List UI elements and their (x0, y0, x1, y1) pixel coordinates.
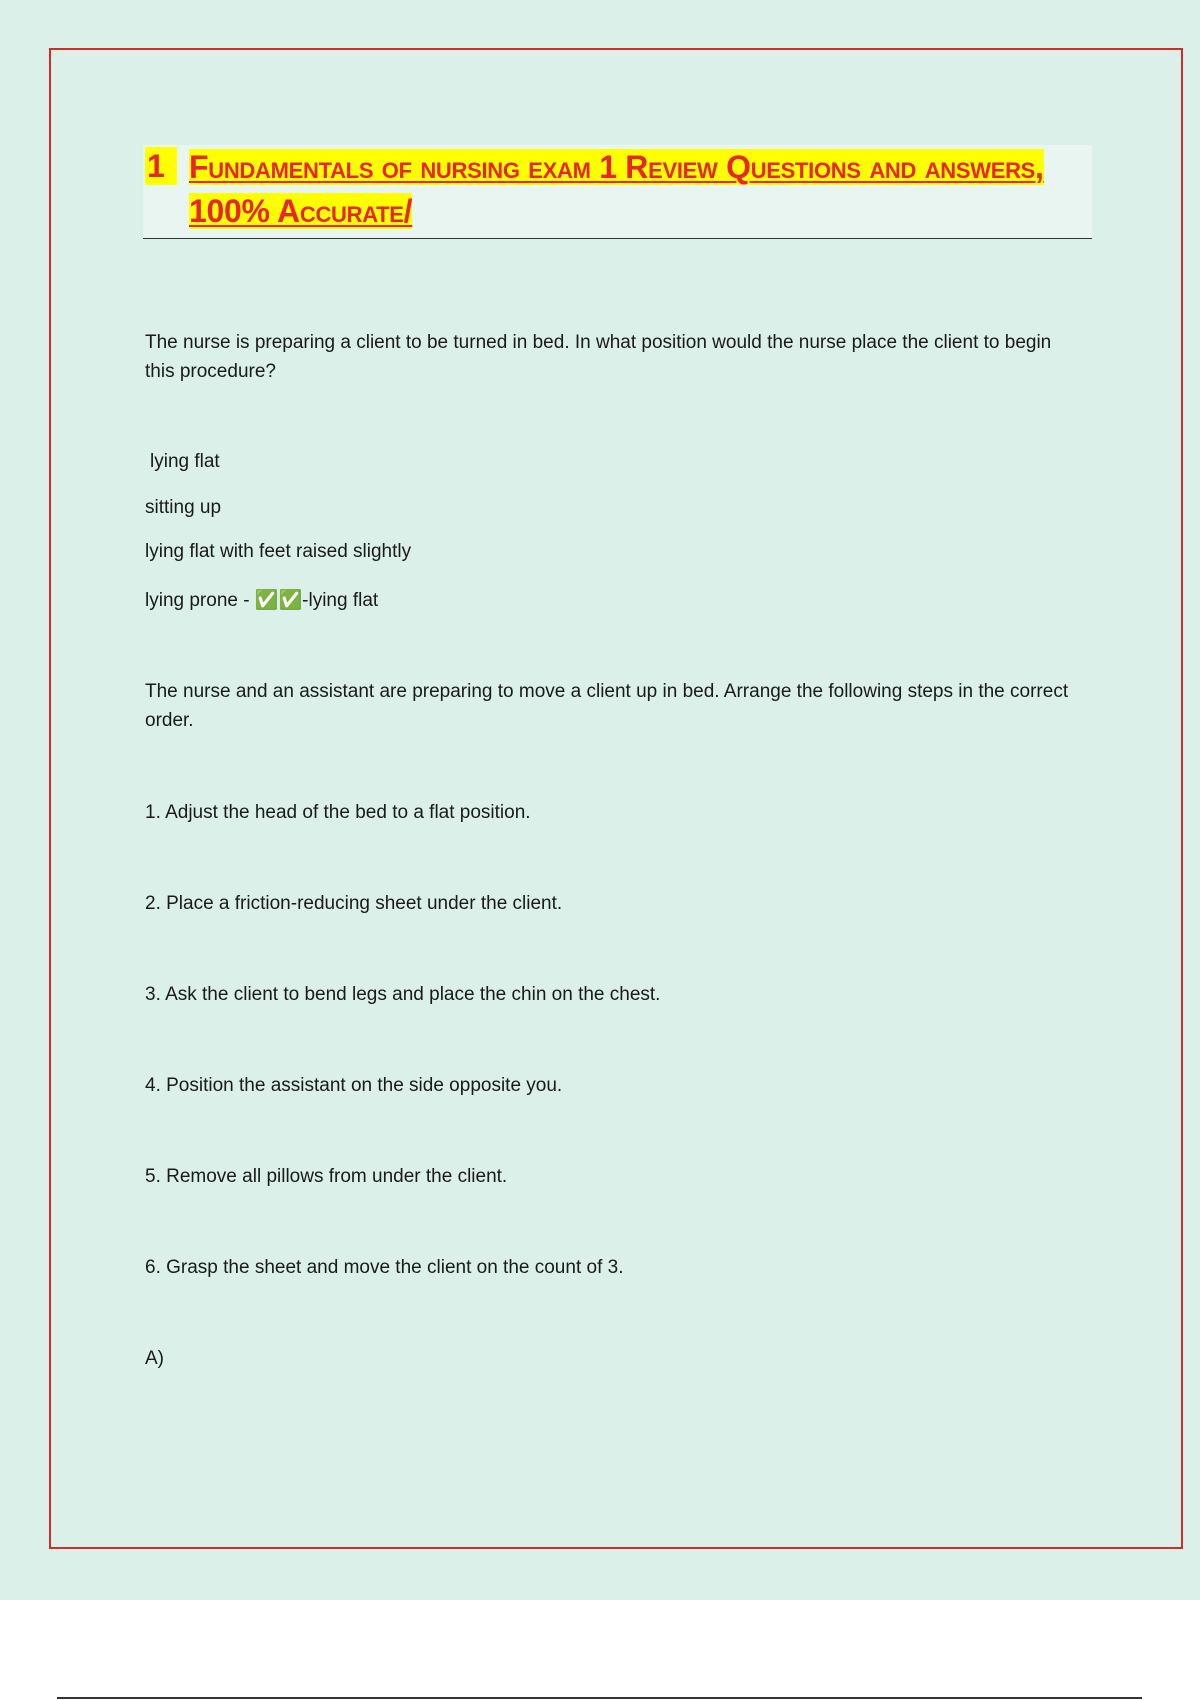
question-1-option: lying flat (150, 451, 220, 472)
answer-label: A) (145, 1348, 164, 1369)
question-2-text: The nurse and an assistant are preparing to move a client up in bed. Arrange the following steps in the correct order. (145, 681, 1069, 731)
question-1-option: sitting up (145, 497, 222, 518)
question-2-step: 4. Position the assistant on the side opposite you. (145, 1075, 563, 1096)
question-1-option-answer: lying prone - ✅✅-lying flat (145, 590, 379, 611)
question-2-step: 6. Grasp the sheet and move the client on the count of 3. (145, 1257, 624, 1278)
document-heading (143, 145, 1092, 239)
question-1-text: The nurse is preparing a client to be turned in bed. In what position would the nurse place the client to begin this procedure? (145, 332, 1052, 382)
heading-title-text: Fundamentals of nursing exam 1 Review Questions and answers, 100% Accurate/ (189, 149, 1044, 229)
question-2-step: 2. Place a friction-reducing sheet under the client. (145, 893, 563, 914)
question-2-step: 1. Adjust the head of the bed to a flat position. (145, 802, 531, 823)
question-1-option: lying flat with feet raised slightly (145, 541, 412, 562)
question-2-step: 3. Ask the client to bend legs and place the chin on the chest. (145, 984, 661, 1005)
heading-title (189, 145, 1084, 233)
question-2-step: 5. Remove all pillows from under the client. (145, 1166, 508, 1187)
footer-rule (57, 1697, 1142, 1699)
heading-number: 1 (145, 147, 177, 185)
